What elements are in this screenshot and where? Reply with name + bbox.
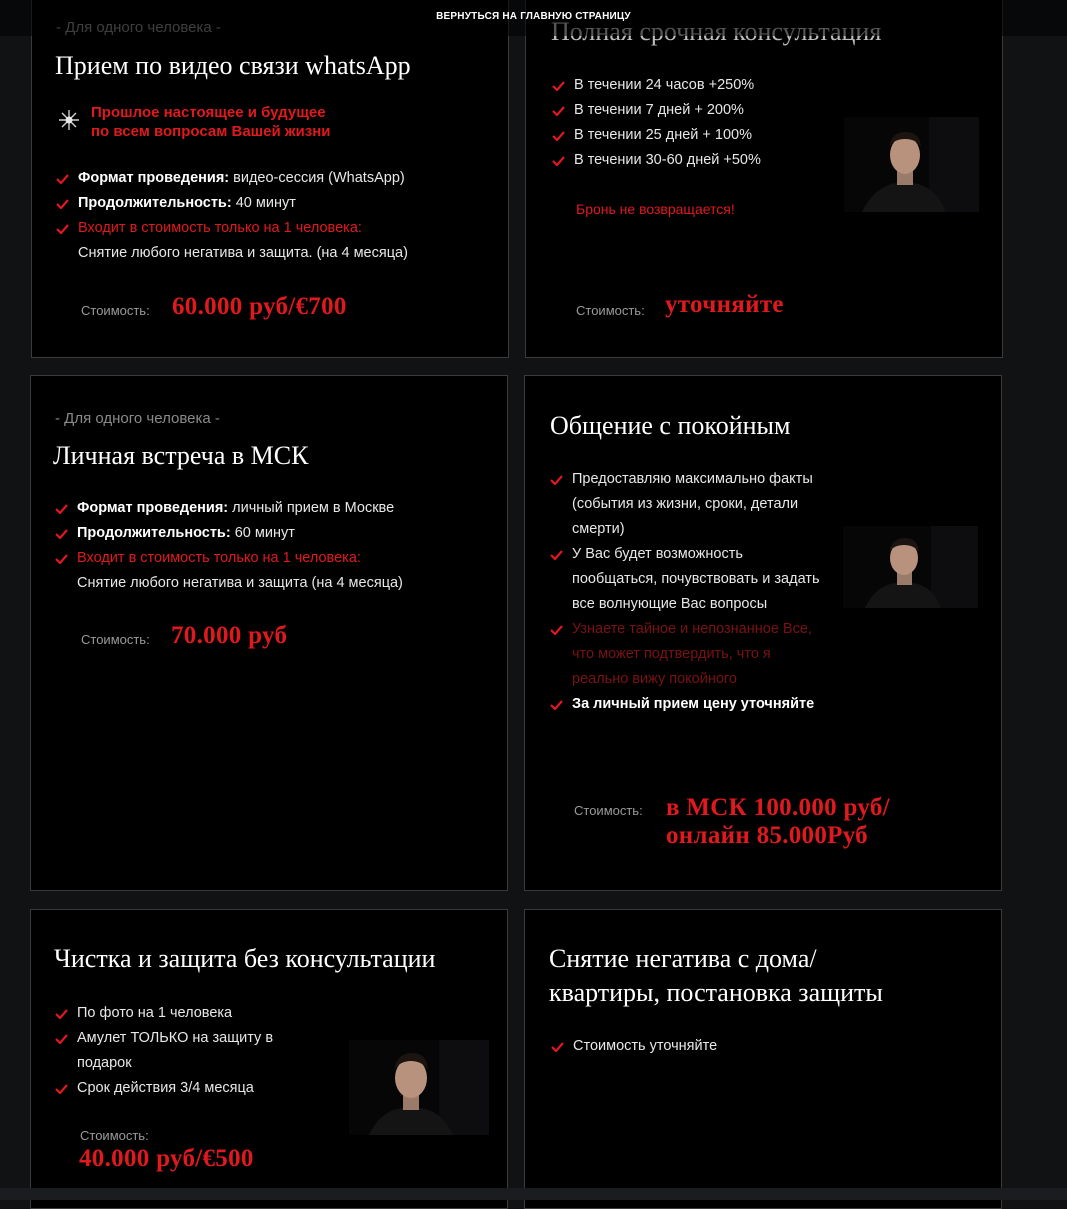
checkmark-icon — [550, 617, 566, 642]
list-item — [552, 98, 842, 123]
list-item — [550, 467, 820, 542]
checkmark-icon — [55, 1001, 71, 1026]
item-value: 60 минут — [230, 525, 295, 541]
checkmark-icon — [552, 73, 568, 98]
item-value: видео-сессия (WhatsApp) — [229, 170, 405, 186]
card-subtitle: - Для одного человека - — [55, 410, 220, 427]
list-item — [550, 617, 820, 692]
item-text: Амулет ТОЛЬКО на защиту в подарок — [77, 1030, 274, 1071]
item-text: У Вас будет возможность пообщаться, почувствовать и задать все волнующие Вас вопросы — [572, 546, 820, 612]
features-list — [55, 496, 495, 596]
tagline-line-2: по всем вопросам Вашей жизни — [91, 123, 331, 140]
item-text: Узнаете тайное и непознанное Все, что может подтвердить, что я реально вижу покойного — [572, 621, 812, 687]
urgency-list — [552, 73, 842, 173]
card-title — [549, 942, 883, 1010]
list-item — [55, 546, 495, 596]
checkmark-icon — [56, 166, 72, 191]
title-line-2: квартиры, постановка защиты — [549, 978, 883, 1007]
price: 60.000 руб/€700 — [172, 293, 347, 320]
price-line-2: онлайн 85.000Руб — [666, 822, 868, 849]
price: 40.000 руб/€500 — [79, 1145, 254, 1172]
checkmark-icon — [55, 1026, 71, 1051]
features-list — [55, 1001, 295, 1101]
features-list — [551, 1034, 851, 1059]
checkmark-icon — [56, 191, 72, 216]
item-text: Срок действия 3/4 месяца — [77, 1080, 254, 1096]
list-item — [55, 521, 495, 546]
sparkle-icon — [58, 109, 80, 131]
features-list — [550, 467, 820, 717]
item-text: За личный прием цену уточняйте — [572, 696, 815, 712]
item-label: Продолжительность: — [77, 525, 231, 541]
item-label: Формат проведения: — [78, 170, 230, 186]
card-video-session — [31, 0, 509, 358]
item-text: Стоимость уточняйте — [573, 1038, 718, 1054]
top-nav-bar — [0, 0, 1067, 36]
item-text: Предоставляю максимально факты (события из жизни, сроки, детали смерти) — [572, 471, 813, 537]
card-house-cleaning — [524, 909, 1002, 1209]
list-item — [56, 191, 496, 216]
list-item — [56, 166, 496, 191]
tagline-line-1: Прошлое настоящее и будущее — [91, 104, 326, 121]
portrait-image — [844, 117, 979, 212]
list-item — [552, 148, 842, 173]
checkmark-icon — [550, 467, 566, 492]
checkmark-icon — [552, 98, 568, 123]
item-highlight: Входит в стоимость только на 1 человека: — [77, 550, 361, 566]
cost-label: Стоимость: — [81, 632, 150, 647]
item-label: Формат проведения: — [77, 500, 229, 516]
list-item — [55, 496, 495, 521]
bottom-bar — [0, 1188, 1067, 1200]
card-title: Чистка и защита без консультации — [54, 944, 436, 973]
features-list — [56, 166, 496, 266]
back-to-home-link[interactable]: ВЕРНУТЬСЯ НА ГЛАВНУЮ СТРАНИЦУ — [436, 11, 631, 22]
list-item — [56, 216, 496, 266]
card-moscow-meeting — [30, 375, 508, 891]
card-communication-deceased — [524, 375, 1002, 891]
checkmark-icon — [55, 496, 71, 521]
list-item — [55, 1026, 295, 1076]
price: 70.000 руб — [171, 622, 288, 649]
cost-label: Стоимость: — [574, 803, 643, 818]
portrait-image — [843, 526, 978, 608]
item-continuation: Снятие любого негатива и защита (на 4 месяца) — [77, 575, 403, 591]
card-urgent-consultation — [525, 0, 1003, 358]
item-text: В течении 30-60 дней +50% — [574, 152, 761, 168]
checkmark-icon — [552, 123, 568, 148]
item-text: По фото на 1 человека — [77, 1005, 233, 1021]
item-highlight: Входит в стоимость только на 1 человека: — [78, 220, 362, 236]
checkmark-icon — [551, 1034, 567, 1059]
list-item — [55, 1076, 295, 1101]
list-item — [550, 692, 820, 717]
price — [666, 794, 890, 850]
no-refund-note: Бронь не возвращается! — [576, 201, 735, 217]
item-continuation: Снятие любого негатива и защита. (на 4 месяца) — [78, 245, 408, 261]
item-value: 40 минут — [231, 195, 296, 211]
card-title: Общение с покойным — [550, 411, 791, 440]
title-line-1: Снятие негатива с дома/ — [549, 944, 817, 973]
checkmark-icon — [55, 1076, 71, 1101]
cost-label: Стоимость: — [80, 1128, 149, 1143]
card-cleaning-protection — [30, 909, 508, 1209]
list-item — [551, 1034, 851, 1059]
cost-label: Стоимость: — [81, 303, 150, 318]
item-text: В течении 7 дней + 200% — [574, 102, 744, 118]
item-value: личный прием в Москве — [228, 500, 395, 516]
price-line-1: в МСК 100.000 руб/ — [666, 794, 890, 821]
checkmark-icon — [55, 521, 71, 546]
card-title: Прием по видео связи whatsApp — [55, 51, 411, 80]
list-item — [552, 73, 842, 98]
tagline — [91, 103, 331, 141]
portrait-image — [349, 1040, 489, 1135]
checkmark-icon — [550, 542, 566, 567]
checkmark-icon — [56, 216, 72, 241]
checkmark-icon — [55, 546, 71, 571]
price: уточняйте — [665, 291, 784, 318]
card-title: Личная встреча в МСК — [53, 441, 309, 470]
list-item — [552, 123, 842, 148]
list-item — [55, 1001, 295, 1026]
checkmark-icon — [552, 148, 568, 173]
list-item — [550, 542, 820, 617]
item-label: Продолжительность: — [78, 195, 232, 211]
item-text: В течении 24 часов +250% — [574, 77, 755, 93]
checkmark-icon — [550, 692, 566, 717]
cost-label: Стоимость: — [576, 303, 645, 318]
item-text: В течении 25 дней + 100% — [574, 127, 753, 143]
